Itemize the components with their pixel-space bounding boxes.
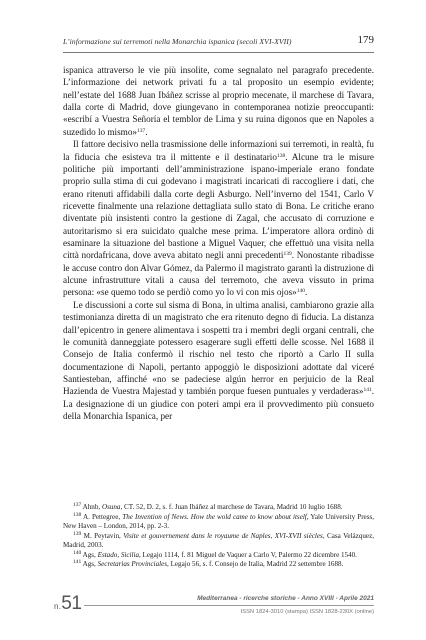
paragraph-3-text-a: Le discussioni a corte sul sisma di Bona, in ultima analisi, cambiarono grazie alla testimonianza diretta di un magistrato che era ritenuto degno di fiducia. La distanza dall’epicentro in genere alimentava i sospetti tra i membri degli organi centrali, che le comunità danneggiate potessero esagerare sugli effetti delle scosse. Nel 1688 il Consejo de Italia confermò il rischio nel testo che riportò a Carlo II sulla documentazione di Napoli, pertanto appoggiò le disposizioni adottate dal viceré Santiesteban, affinché «no se padeciese algún herror en perjuicio de la Real Hazienda de Vuestra Majestad y también porque fuesen puntuales y verdaderas» [63, 299, 374, 397]
footnote-138-title: The Invention of News. How the wold came to know about itself [122, 512, 307, 521]
paragraph-2-end: . [305, 287, 308, 298]
issue-number [54, 593, 81, 615]
issue-number-value: 51 [61, 593, 82, 614]
footnote-140-detail: , Legajo 1114, f. 81 Miguel de Vaquer a Carlo V, Palermo 22 dicembre 1540. [139, 550, 357, 559]
page-number: 179 [357, 34, 374, 46]
footnote-139-number: 139 [73, 530, 82, 537]
paragraph-2-text-c: . Nonostante ribadisse le accuse contro don Alvar Gómez, da Palermo il magistrato garantì la distruzione di alcune infrastrutture vitali a causa del terremoto, che aveva vissuto in prima persona: «se quemo todo se perdiò como yo lo vi con mis ojos» [63, 250, 374, 298]
footnote-139-detail: , Casa Velázquez, Madrid, 2003. [63, 531, 374, 549]
footnote-138-author: A. Pettegree, [81, 512, 123, 521]
paragraph-1-end: . [145, 126, 148, 137]
footnote-140-title: Estado, Sicilia [97, 550, 139, 559]
footnote-141 [63, 560, 374, 570]
footnote-ref-139: 139 [283, 251, 292, 258]
footnote-ref-140: 140 [296, 288, 305, 295]
issn-info: ISSN 1824-3010 (stampa) ISSN 1828-230X (online) [240, 609, 374, 615]
footnote-ref-137: 137 [137, 127, 146, 134]
paragraph-2 [63, 138, 374, 299]
paragraph-3 [63, 299, 374, 423]
footnote-137 [63, 503, 374, 513]
footnote-138-number: 138 [73, 511, 82, 518]
footnote-141-source: Ags, [81, 560, 98, 568]
running-title: L’informazione sui terremoti nella Monarchia ispanica (secoli XVI-XVII) [63, 37, 292, 46]
header-divider [63, 52, 374, 53]
footnote-138-detail: , Yale University Press, New Haven – London, 2014, pp. 2-3. [63, 512, 375, 530]
footnote-137-source: Ahnb, [81, 503, 102, 511]
footnote-137-number: 137 [73, 502, 82, 508]
footer-divider [84, 605, 374, 606]
footnote-141-detail: , Legajo 56, s. f. Consejo de Italia, Madrid 22 settembre 1688. [167, 560, 344, 568]
footnote-141-number: 141 [73, 559, 82, 565]
footnote-ref-141: 141 [363, 387, 372, 394]
paragraph-2-text-b: . Alcune tra le misure politiche più importanti dell’amministrazione ispano-imperiale erano fondate proprio sulla stima di cui godevano i magistrati incaricati di raccogliere i dati, che erano ritenuti affidabili dalla corte degli Asburgo. Nell’inverno del 1541, Carlo V ricevette finalmente una relazione dettagliata sullo stato di Bona. Le critiche erano diventate più insistenti contro la gestione di Zagal, che accusato di corruzione e autoritarismo si era suicidato qualche mese prima. L’imperatore allora ordinò di esaminare la situazione del bastione a Miguel Vaquer, che effettuò una visita nella città nordafricana, dove aveva abitato negli anni precedenti [63, 151, 374, 261]
footnote-139 [63, 532, 374, 551]
footnotes [63, 503, 374, 570]
footnote-140-number: 140 [73, 549, 82, 556]
body-text [63, 64, 374, 422]
footnote-140-source: Ags, [81, 550, 98, 559]
footnote-ref-138: 138 [276, 152, 286, 159]
footnote-137-title: Osuna [101, 503, 121, 511]
paragraph-1 [63, 64, 374, 138]
paragraph-3-text-b: . La designazione di un giudice con poteri ampi era il provvedimento più consueto della Monarchia Ispanica, per [63, 386, 374, 422]
footnote-141-title: Secretarias Provinciales [97, 560, 168, 568]
paragraph-1-text: ispanica attraverso le vie più insolite, come segnalato nel paragrafo precedente. L’informazione dei network privati fu a tal proposito un esempio evidente; nell’estate del 1688 Juan Ibáñez scrisse al proprio mecenate, il marchese di Tavara, dalla corte di Madrid, dove giungevano in contemporanea notizie preoccupanti: «escribí a Vuestra Señoría el temblor de Lima y su ruina digonos que en Napoles a suzedido lo mismo» [63, 65, 374, 137]
footnote-140 [63, 551, 374, 561]
footnote-138 [63, 513, 374, 532]
footnote-137-detail: , CT. 52, D. 2, s. f. Juan Ibáñez al marchese de Tavara, Madrid 10 luglio 1688. [120, 503, 343, 511]
footnote-139-title: Visite et gouvernement dans le royaume de Naples, XVI-XVII siècles [123, 531, 323, 540]
issue-prefix: n. [54, 602, 62, 611]
journal-info: Mediterranea - ricerche storiche - Anno XVIII - Aprile 2021 [197, 595, 374, 602]
paragraph-2-text-a: Il fattore decisivo nella trasmissione delle informazioni sui terremoti, in realtà, fu la fiducia che esisteva tra il mittente e il destinatario [63, 139, 374, 162]
footnote-139-author: M. Peytavin, [81, 531, 124, 540]
